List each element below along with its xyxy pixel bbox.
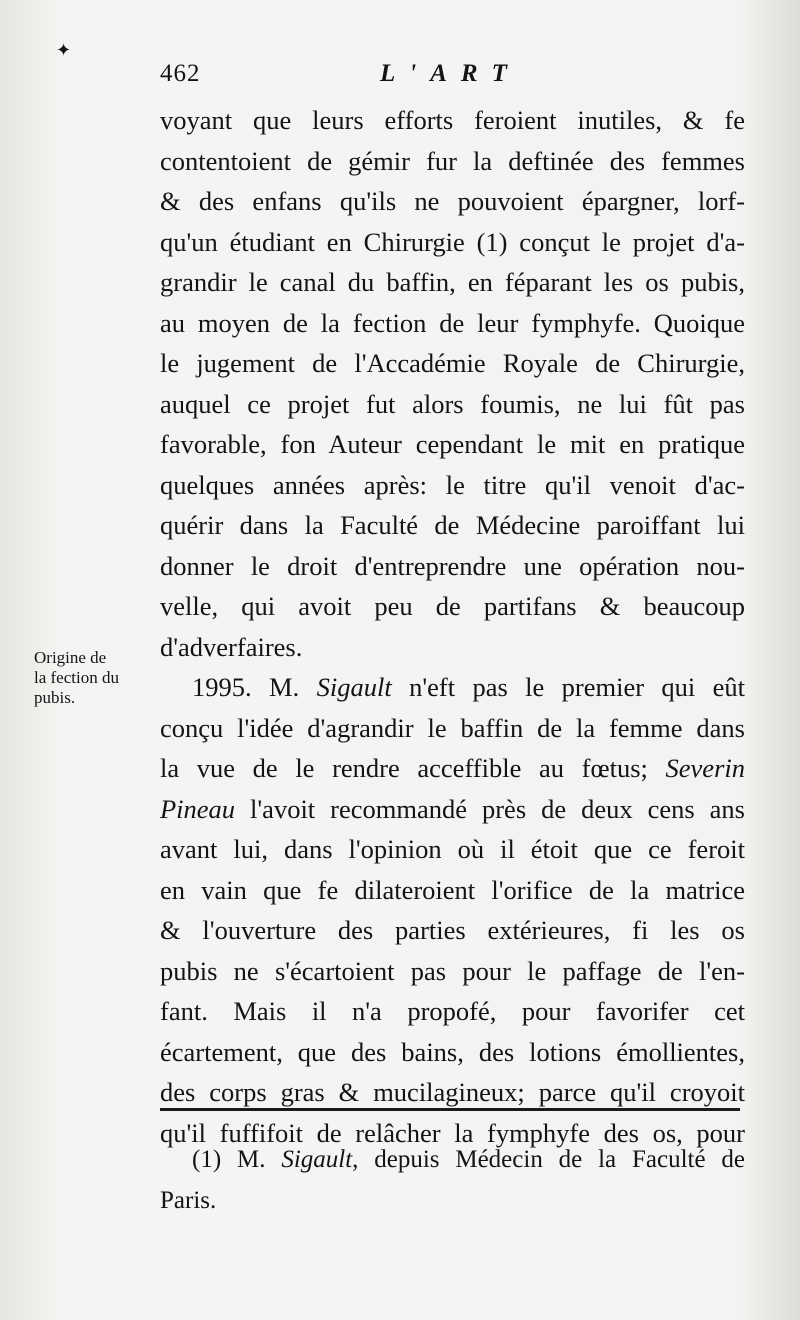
body-line: grandir le canal du baffin, en féparant les os pubis, [160, 267, 745, 297]
footnote-marker: (1) M. [192, 1146, 266, 1173]
person-name: Pineau [160, 793, 236, 824]
body-line: conçu l'idée d'agrandir le baffin de la femme dans [160, 712, 745, 743]
body-line: qu'un étudiant en Chirurgie (1) conçut le projet d'a- [160, 226, 745, 257]
body-line: d'adverfaires. [160, 631, 303, 662]
paragraph-1995-first-line [160, 667, 745, 708]
body-text [160, 100, 745, 1153]
body-line: en vain que fe dilateroient l'orifice de la matrice [160, 874, 745, 905]
title-abbrev: M. [269, 672, 300, 702]
body-line: le jugement de l'Accadémie Royale de Chirurgie, [160, 348, 745, 378]
body-line: & des enfans qu'ils ne pouvoient épargner, lorf- [160, 186, 745, 216]
footnote-line [160, 1140, 745, 1181]
person-name: Sigault [316, 672, 392, 702]
body-fragment: l'avoit recommandé près de deux cens ans [250, 793, 745, 824]
person-name: Sigault [281, 1146, 353, 1173]
footnote-rule [160, 1108, 740, 1111]
printer-mark: ✦ [56, 40, 72, 60]
body-line: velle, qui avoit peu de partifans & beaucoup [160, 591, 745, 621]
body-line: quelques années après: le titre qu'il venoit d'ac- [160, 469, 745, 500]
body-line: des corps gras & mucilagineux; parce qu'il croyoit [160, 1077, 745, 1107]
margin-note-line: Origine de [34, 648, 107, 667]
body-line: quérir dans la Faculté de Médecine paroiffant lui [160, 510, 745, 540]
body-line: avant lui, dans l'opinion où il étoit que ce feroit [160, 834, 745, 864]
paragraph-number: 1995. [192, 672, 252, 702]
footnote-line: Paris. [160, 1186, 217, 1214]
footnote-text: , depuis Médecin de la Faculté de [352, 1146, 745, 1173]
margin-note [34, 648, 158, 708]
body-line: au moyen de la fection de leur fymphyfe. Quoique [160, 307, 745, 338]
person-name: Severin [665, 753, 745, 783]
body-line: auquel ce projet fut alors foumis, ne lui fût pas [160, 388, 745, 419]
body-line: qu'il fuffifoit de relâcher la fymphyfe des os, pour [160, 1117, 745, 1148]
footnote [160, 1140, 745, 1221]
body-line [160, 789, 745, 830]
running-title: L'ART [380, 60, 521, 87]
body-line: écartement, que des bains, des lotions émollientes, [160, 1036, 745, 1067]
margin-note-line: pubis. [34, 688, 76, 707]
body-fragment: la vue de le rendre acceffible au fœtus; [160, 753, 648, 783]
body-line: & l'ouverture des parties extérieures, fi les os [160, 915, 745, 945]
page-header [160, 60, 740, 100]
margin-note-line: la fection du [34, 668, 119, 687]
body-line [160, 748, 745, 789]
body-line: voyant que leurs efforts feroient inutiles, & fe [160, 105, 745, 135]
body-line: fant. Mais il n'a propofé, pour favorifer cet [160, 996, 745, 1026]
body-line: pubis ne s'écartoient pas pour le paffage de l'en- [160, 955, 745, 986]
body-line: donner le droit d'entreprendre une opération nou- [160, 550, 745, 581]
body-line: favorable, fon Auteur cependant le mit en pratique [160, 429, 745, 459]
body-line: contentoient de gémir fur la deftinée des femmes [160, 145, 745, 176]
body-fragment: n'eft pas le premier qui eût [409, 672, 746, 702]
page-number: 462 [160, 60, 201, 87]
